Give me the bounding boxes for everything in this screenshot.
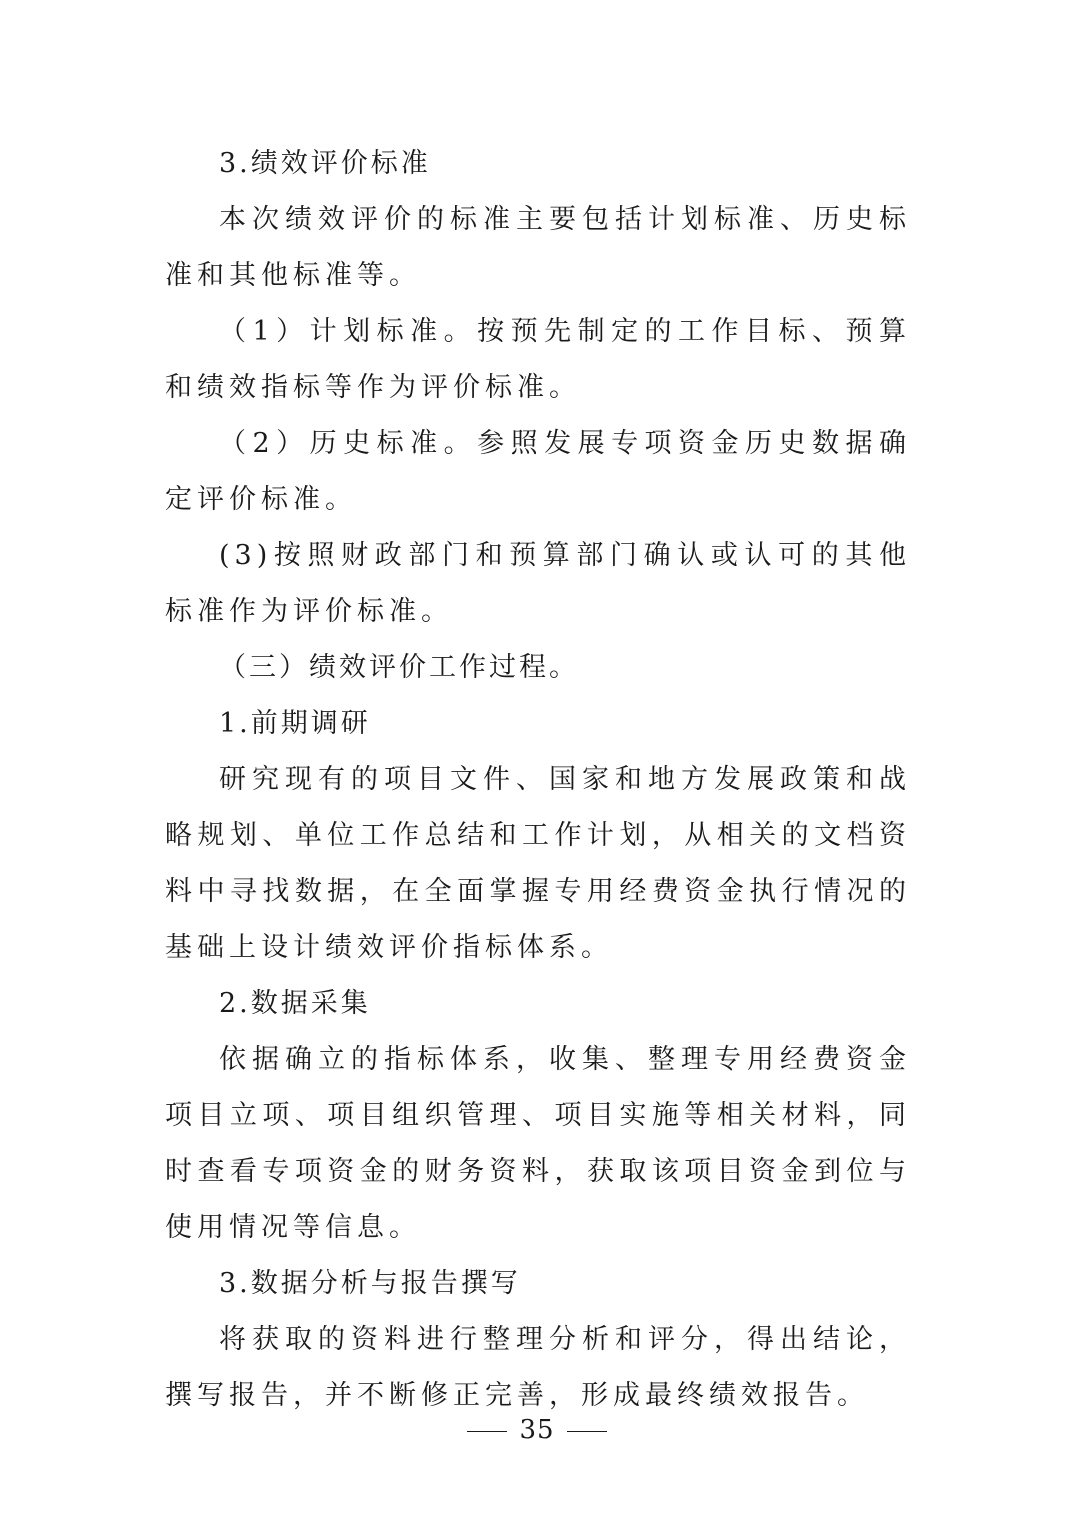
footer-dash-right	[567, 1431, 607, 1432]
document-body	[165, 136, 911, 1424]
section-heading-work-process: （三）绩效评价工作过程。	[219, 652, 579, 683]
footer-dash-left	[467, 1431, 507, 1432]
paragraph-analysis-report: 将获取的资料进行整理分析和评分，得出结论，撰写报告，并不断修正完善，形成最终绩效报告。	[165, 1324, 911, 1411]
section-heading-analysis-report: 3.数据分析与报告撰写	[219, 1268, 521, 1299]
section-heading-research: 1.前期调研	[219, 708, 371, 739]
section-heading-evaluation-standard: 3.绩效评价标准	[219, 148, 431, 179]
paragraph-standard-intro: 本次绩效评价的标准主要包括计划标准、历史标准和其他标准等。	[165, 204, 911, 291]
paragraph-history-standard: （2）历史标准。参照发展专项资金历史数据确定评价标准。	[165, 428, 911, 515]
paragraph-plan-standard: （1）计划标准。按预先制定的工作目标、预算和绩效指标等作为评价标准。	[165, 316, 911, 403]
section-heading-data-collection: 2.数据采集	[219, 988, 371, 1019]
paragraph-research: 研究现有的项目文件、国家和地方发展政策和战略规划、单位工作总结和工作计划，从相关的文档资料中寻找数据，在全面掌握专用经费资金执行情况的基础上设计绩效评价指标体系。	[165, 764, 911, 963]
page-number: 35	[519, 1415, 555, 1445]
page-footer	[0, 1410, 1074, 1450]
paragraph-other-standard: (3)按照财政部门和预算部门确认或认可的其他标准作为评价标准。	[165, 540, 911, 627]
paragraph-data-collection: 依据确立的指标体系，收集、整理专用经费资金项目立项、项目组织管理、项目实施等相关材料，同时查看专项资金的财务资料，获取该项目资金到位与使用情况等信息。	[165, 1044, 911, 1243]
